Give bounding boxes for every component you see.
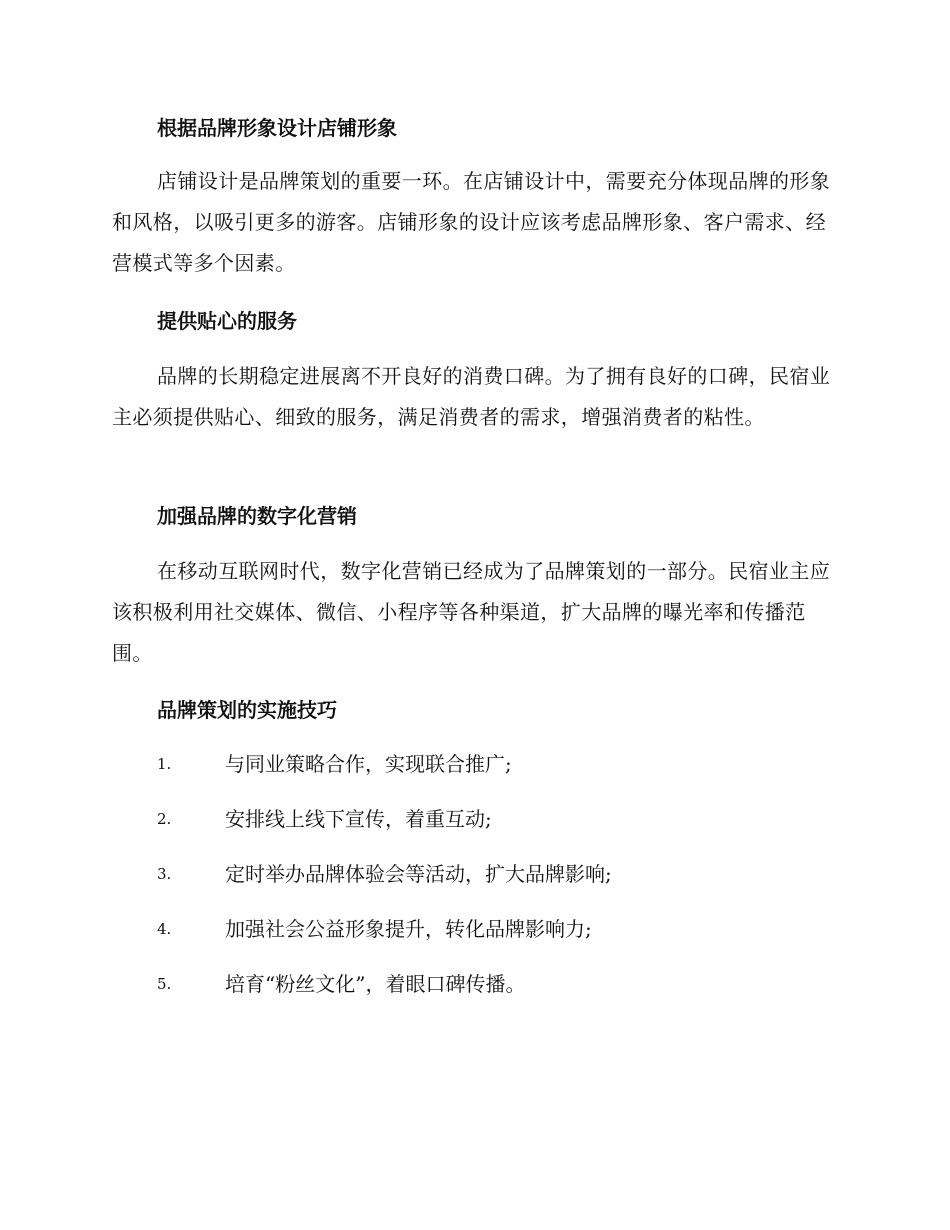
list-item [157,969,857,999]
tips-heading: 品牌策划的实施技巧 [157,698,337,722]
list-item [157,749,857,779]
list-item-number: 5. [157,975,172,993]
list-item-text: 与同业策略合作，实现联合推广; [225,752,512,776]
list-item-number: 2. [157,810,172,828]
list-item-number: 4. [157,920,172,938]
section-body-digital-marketing: 在移动互联网时代，数字化营销已经成为了品牌策划的一部分。民宿业主应该积极利用社交媒体、微信、小程序等各种渠道，扩大品牌的曝光率和传播范围。 [112,559,831,665]
list-item-number: 1. [157,755,172,773]
list-item-number: 3. [157,865,172,883]
list-item [157,804,857,834]
list-item-text: 培育“粉丝文化”，着眼口碑传播。 [225,972,526,996]
list-item-text: 定时举办品牌体验会等活动，扩大品牌影响; [225,862,612,886]
list-item-text: 安排线上线下宣传，着重互动; [225,807,492,831]
list-item-text: 加强社会公益形象提升，转化品牌影响力; [225,917,592,941]
section-body-store-design: 店铺设计是品牌策划的重要一环。在店铺设计中，需要充分体现品牌的形象和风格，以吸引更多的游客。店铺形象的设计应该考虑品牌形象、客户需求、经营模式等多个因素。 [112,169,831,275]
list-item [157,914,857,944]
section-body-service: 品牌的长期稳定进展离不开良好的消费口碑。为了拥有良好的口碑，民宿业主必须提供贴心、细致的服务，满足消费者的需求，增强消费者的粘性。 [112,364,831,429]
section-heading-service: 提供贴心的服务 [157,309,297,333]
section-heading-digital-marketing: 加强品牌的数字化营销 [157,504,357,528]
section-heading-store-design: 根据品牌形象设计店铺形象 [157,116,397,140]
list-item [157,859,857,889]
